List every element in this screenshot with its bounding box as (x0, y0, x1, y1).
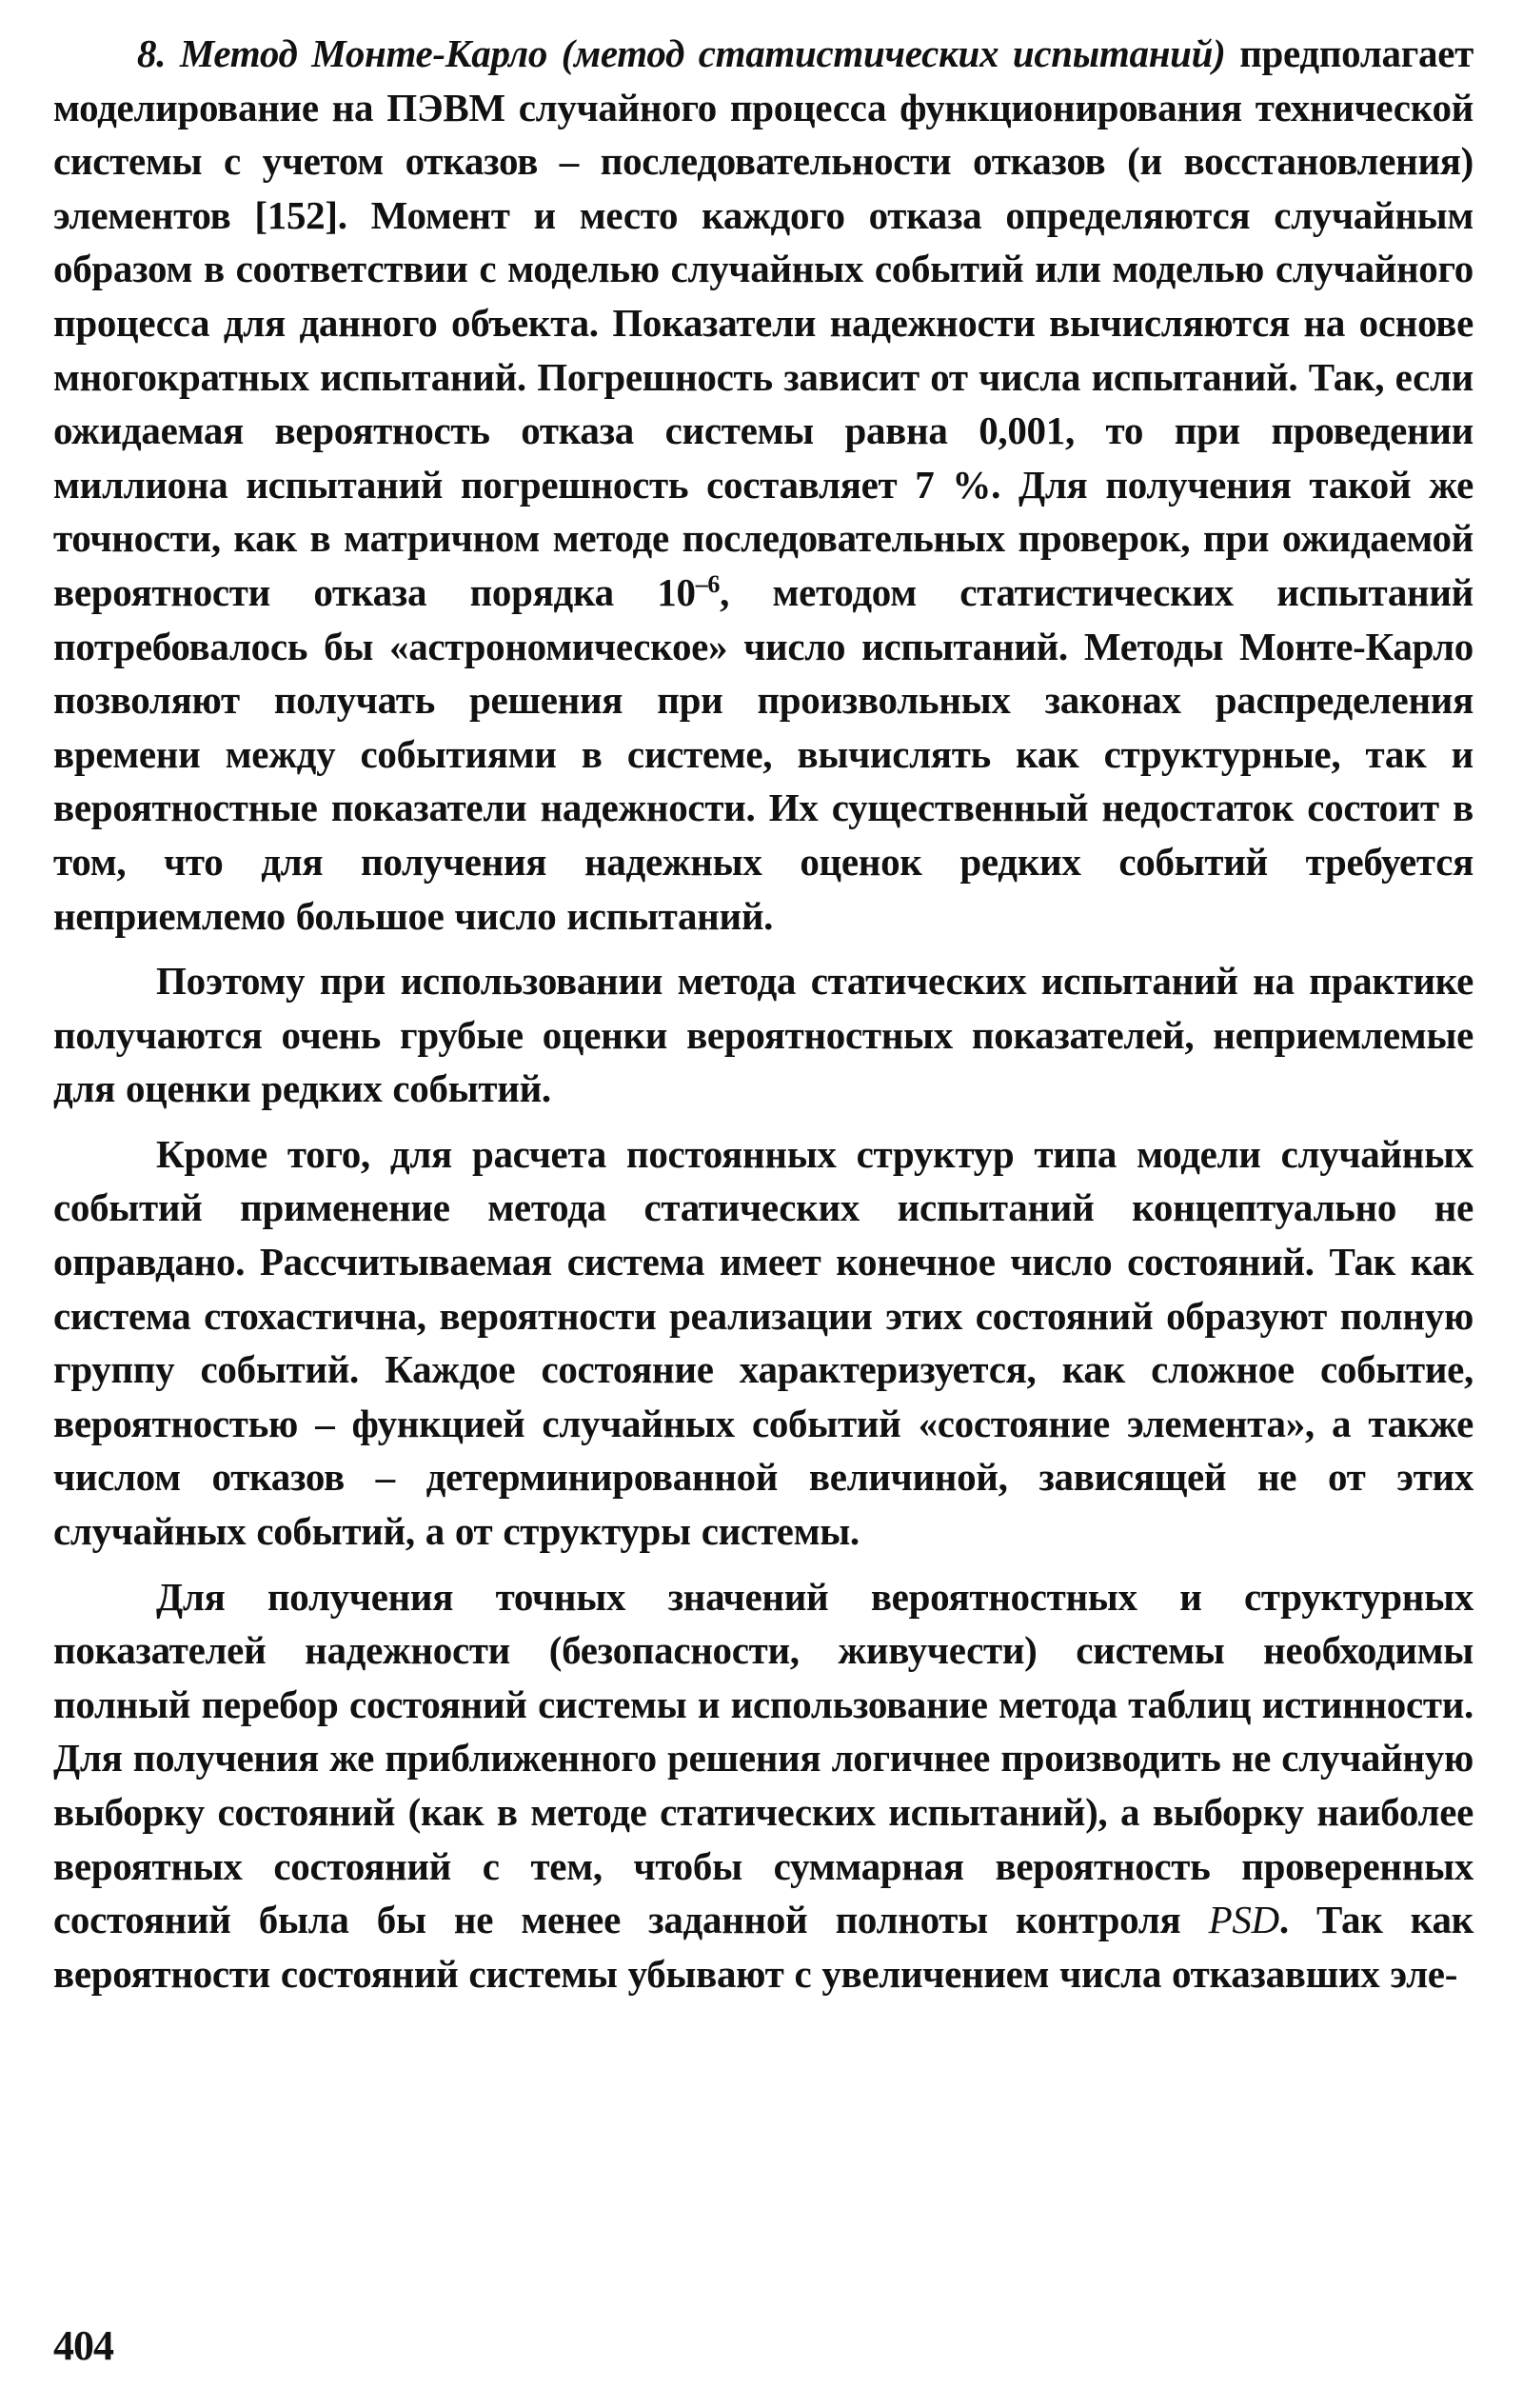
body-text (53, 27, 1474, 2000)
page-number: 404 (53, 2322, 113, 2369)
document-page (53, 27, 1474, 2388)
paragraph-text: . Так как вероятности состояний системы убывают с увеличением числа отказавших эле- (53, 1898, 1474, 1996)
citation: [152] (254, 192, 338, 237)
power-base: 10 (657, 569, 696, 614)
method-heading: Метод Монте-Карло (метод статистических испытаний) (179, 31, 1226, 75)
paragraph-text: предполагает моделирование на ПЭВМ случайного процесса функционирования технической системы с учетом отказов – последовательности отказов (и восстановления) элементов (53, 31, 1474, 237)
paragraph-constant-structures: Кроме того, для расчета постоянных структур типа модели случайных событий применение метода статических испытаний концептуально не оправдано. Рассчитываемая система имеет конечное число состояний. Так как система стохастична, вероятности реализации этих состояний образуют полную группу событий. Каждое состояние характеризуется, как сложное событие, вероятностью – функцией случайных событий «состояние элемента», а также числом отказов – детерминированной величиной, зависящей не от этих случайных событий, а от структуры системы. (53, 1131, 1474, 1554)
psd-symbol: PSD (1208, 1898, 1279, 1942)
paragraph-exact-values (53, 1570, 1474, 2001)
paragraph-monte-carlo (53, 27, 1474, 943)
power-exponent: –6 (695, 569, 721, 598)
paragraph-text: , методом статистических испытаний потребовалось бы «астрономическое» число испытаний. Методы Монте-Карло позволяют получать решения при произвольных законах распределения времени между событиями в системе, вычислять как структурные, так и вероятностные показатели надежности. Их существенный недостаток состоит в том, что для получения надежных оценок редких событий требуется неприемлемо большое число испытаний. (53, 569, 1474, 938)
paragraph-text: . Момент и место каждого отказа определяются случайным образом в соответствии с моделью случайных событий или моделью случайного процесса для данного объекта. Показатели надежности вычисляются на основе многократных испытаний. Погрешность зависит от числа испытаний. Так, если ожидаемая вероятность отказа системы равна 0,001, то при проведении миллиона испытаний погрешность составляет 7 %. Для получения такой же точности, как в матричном методе последовательных проверок, при ожидаемой вероятности отказа порядка (53, 192, 1474, 614)
section-number: 8. (137, 31, 167, 75)
paragraph-consequences: Поэтому при использовании метода статических испытаний на практике получаются очень грубые оценки вероятностных показателей, неприемлемые для оценки редких событий. (53, 959, 1474, 1111)
paragraph-text: Для получения точных значений вероятностных и структурных показателей надежности (безопасности, живучести) системы необходимы полный перебор состояний системы и использование метода таблиц истинности. Для получения же приближенного решения логичнее производить не случайную выборку состояний (как в методе статических испытаний), а выборку наиболее вероятных состояний с тем, чтобы суммарная вероятность проверенных состояний была бы не менее заданной полноты контроля (53, 1574, 1474, 1942)
